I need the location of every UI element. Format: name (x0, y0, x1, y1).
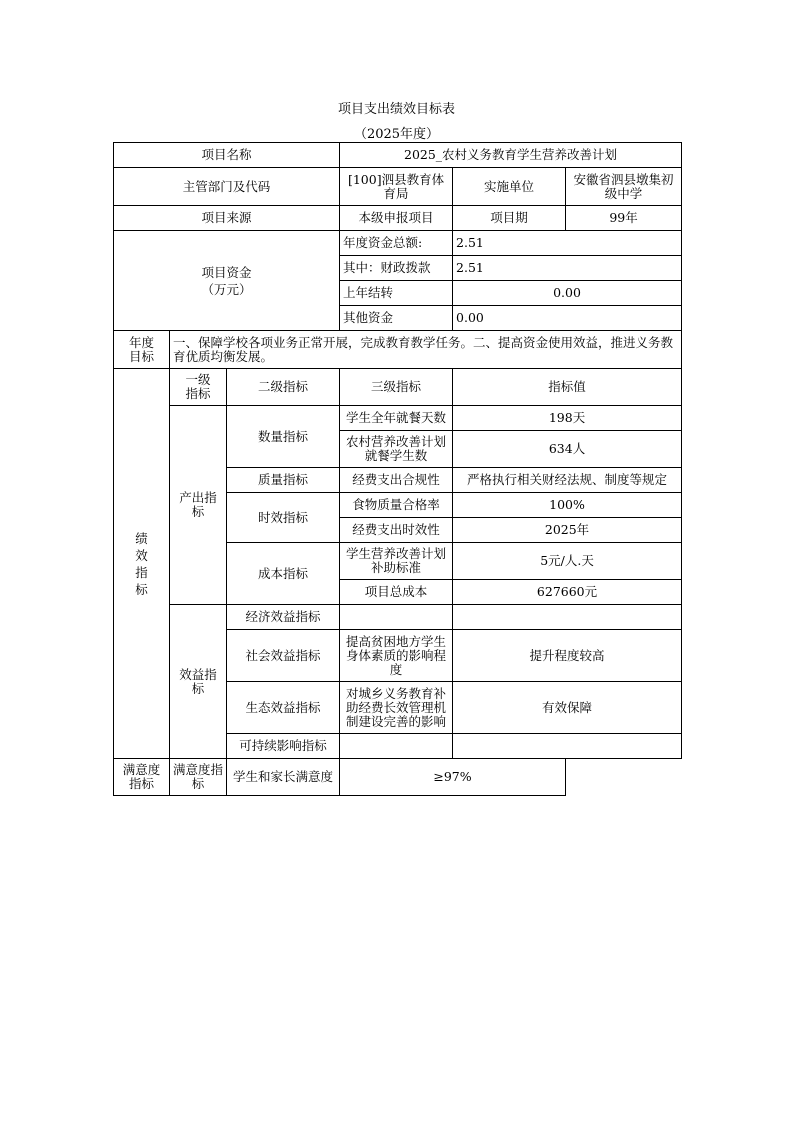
table-row (114, 331, 682, 369)
table-row (114, 406, 682, 431)
project-name-label: 项目名称 (114, 143, 340, 168)
indicator-value: 198天 (453, 406, 682, 431)
indicator-value: 有效保障 (453, 682, 682, 734)
period-label: 项目期 (453, 206, 566, 231)
indicator-value: ≥97% (340, 759, 566, 796)
dept-label: 主管部门及代码 (114, 168, 340, 206)
table-row (114, 605, 682, 630)
unit-value: 安徽省泗县墩集初级中学 (566, 168, 682, 206)
funds-row-label: 上年结转 (340, 281, 453, 306)
performance-goal-table (113, 142, 682, 796)
funds-row-label: 年度资金总额: (340, 231, 453, 256)
output-label: 产出指 标 (170, 406, 227, 605)
indicator-value: 5元/人.天 (453, 543, 682, 580)
indicator-value: 634人 (453, 431, 682, 468)
source-label: 项目来源 (114, 206, 340, 231)
header-level3: 三级指标 (340, 369, 453, 406)
quality-label: 质量指标 (227, 468, 340, 493)
social-label: 社会效益指标 (227, 630, 340, 682)
ecological-label: 生态效益指标 (227, 682, 340, 734)
funds-row-value: 2.51 (453, 231, 682, 256)
period-value: 99年 (566, 206, 682, 231)
source-value: 本级申报项目 (340, 206, 453, 231)
funds-row-value: 2.51 (453, 256, 682, 281)
satisfaction-label: 满意度 指标 (114, 759, 170, 796)
table-row (114, 759, 682, 796)
page-subtitle: （2025年度） (353, 127, 440, 142)
indicator-name: 项目总成本 (340, 580, 453, 605)
economic-label: 经济效益指标 (227, 605, 340, 630)
dept-value: [100]泗县教育体育局 (340, 168, 453, 206)
table-row (114, 168, 682, 206)
indicator-value (453, 605, 682, 630)
perf-label: 绩 效 指 标 (114, 369, 170, 759)
header-value: 指标值 (453, 369, 682, 406)
cost-label: 成本指标 (227, 543, 340, 605)
indicator-name: 学生营养改善计划补助标准 (340, 543, 453, 580)
table-row (114, 206, 682, 231)
header-level1: 一级 指标 (170, 369, 227, 406)
timeliness-label: 时效指标 (227, 493, 340, 543)
sustainable-label: 可持续影响指标 (227, 734, 340, 759)
indicator-name: 学生和家长满意度 (227, 759, 340, 796)
indicator-value: 2025年 (453, 518, 682, 543)
goal-label: 年度 目标 (114, 331, 170, 369)
indicator-value: 提升程度较高 (453, 630, 682, 682)
indicator-name: 经费支出合规性 (340, 468, 453, 493)
indicator-value: 627660元 (453, 580, 682, 605)
indicator-name: 学生全年就餐天数 (340, 406, 453, 431)
benefit-label: 效益指 标 (170, 605, 227, 759)
funds-row-label: 其他资金 (340, 306, 453, 331)
project-name-value: 2025_农村义务教育学生营养改善计划 (340, 143, 682, 168)
indicator-name (340, 734, 453, 759)
indicator-name: 食物质量合格率 (340, 493, 453, 518)
header-level2: 二级指标 (227, 369, 340, 406)
indicator-name (340, 605, 453, 630)
indicator-name: 提高贫困地方学生身体素质的影响程度 (340, 630, 453, 682)
table-row (114, 369, 682, 406)
indicator-name: 农村营养改善计划就餐学生数 (340, 431, 453, 468)
funds-row-value: 0.00 (453, 306, 682, 331)
unit-label: 实施单位 (453, 168, 566, 206)
table-row (114, 231, 682, 256)
indicator-value (453, 734, 682, 759)
indicator-value: 100% (453, 493, 682, 518)
page-title: 项目支出绩效目标表 (337, 102, 455, 117)
indicator-name: 经费支出时效性 (340, 518, 453, 543)
quantity-label: 数量指标 (227, 406, 340, 468)
funds-label: 项目资金 （万元） (114, 231, 340, 331)
indicator-name: 对城乡义务教育补助经费长效管理机制建设完善的影响 (340, 682, 453, 734)
funds-row-value: 0.00 (453, 281, 682, 306)
goal-text: 一、保障学校各项业务正常开展，完成教育教学任务。二、提高资金使用效益，推进义务教育优质均衡发展。 (170, 331, 682, 369)
indicator-value: 严格执行相关财经法规、制度等规定 (453, 468, 682, 493)
funds-row-label: 其中：财政拨款 (340, 256, 453, 281)
satisfaction-level2: 满意度指标 (170, 759, 227, 796)
table-row (114, 143, 682, 168)
